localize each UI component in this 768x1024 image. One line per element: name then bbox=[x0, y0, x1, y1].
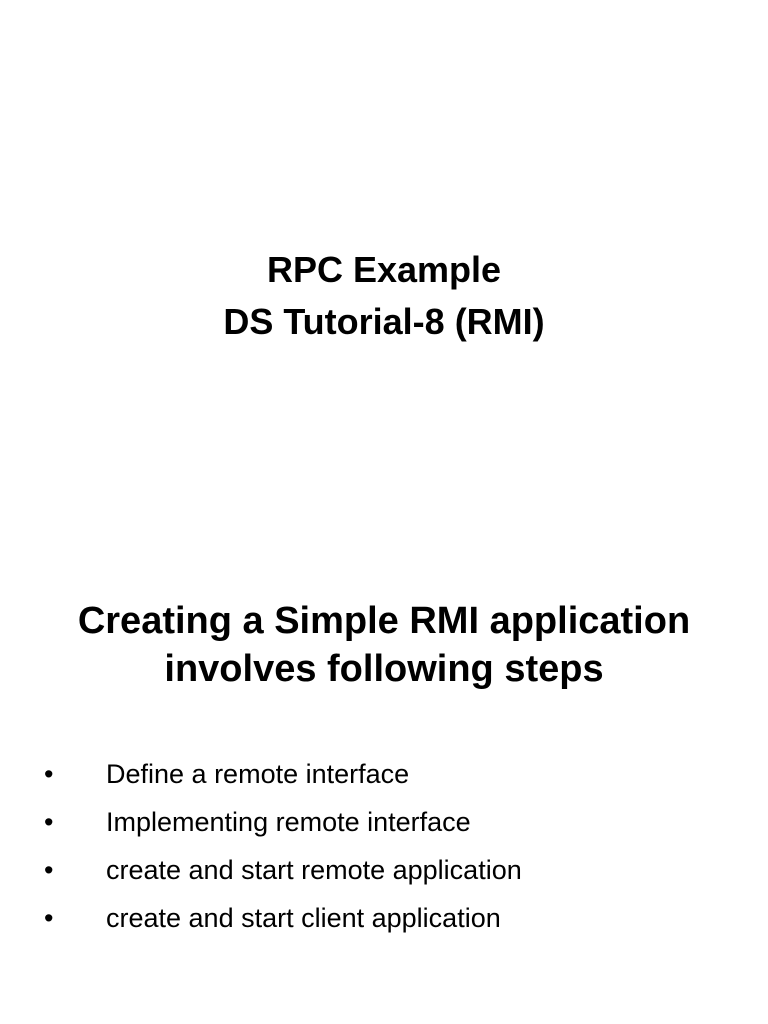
bullet-icon: • bbox=[44, 903, 54, 933]
slide-title-line-2: DS Tutorial-8 (RMI) bbox=[223, 301, 545, 342]
step-text: create and start client application bbox=[106, 903, 501, 933]
list-item bbox=[0, 846, 768, 894]
bullet-icon: • bbox=[44, 759, 54, 789]
list-item bbox=[0, 894, 768, 942]
bullet-icon: • bbox=[44, 807, 54, 837]
step-text: Define a remote interface bbox=[106, 759, 410, 789]
steps-list bbox=[0, 750, 768, 942]
section-heading bbox=[0, 597, 768, 693]
section-heading-line-2: involves following steps bbox=[164, 648, 604, 690]
step-text: create and start remote application bbox=[106, 855, 522, 885]
step-text: Implementing remote interface bbox=[106, 807, 471, 837]
slide-title bbox=[0, 244, 768, 348]
list-item bbox=[0, 798, 768, 846]
list-item bbox=[0, 750, 768, 798]
bullet-icon: • bbox=[44, 855, 54, 885]
slide-title-line-1: RPC Example bbox=[266, 249, 502, 290]
section-heading-line-1: Creating a Simple RMI application bbox=[77, 600, 691, 642]
